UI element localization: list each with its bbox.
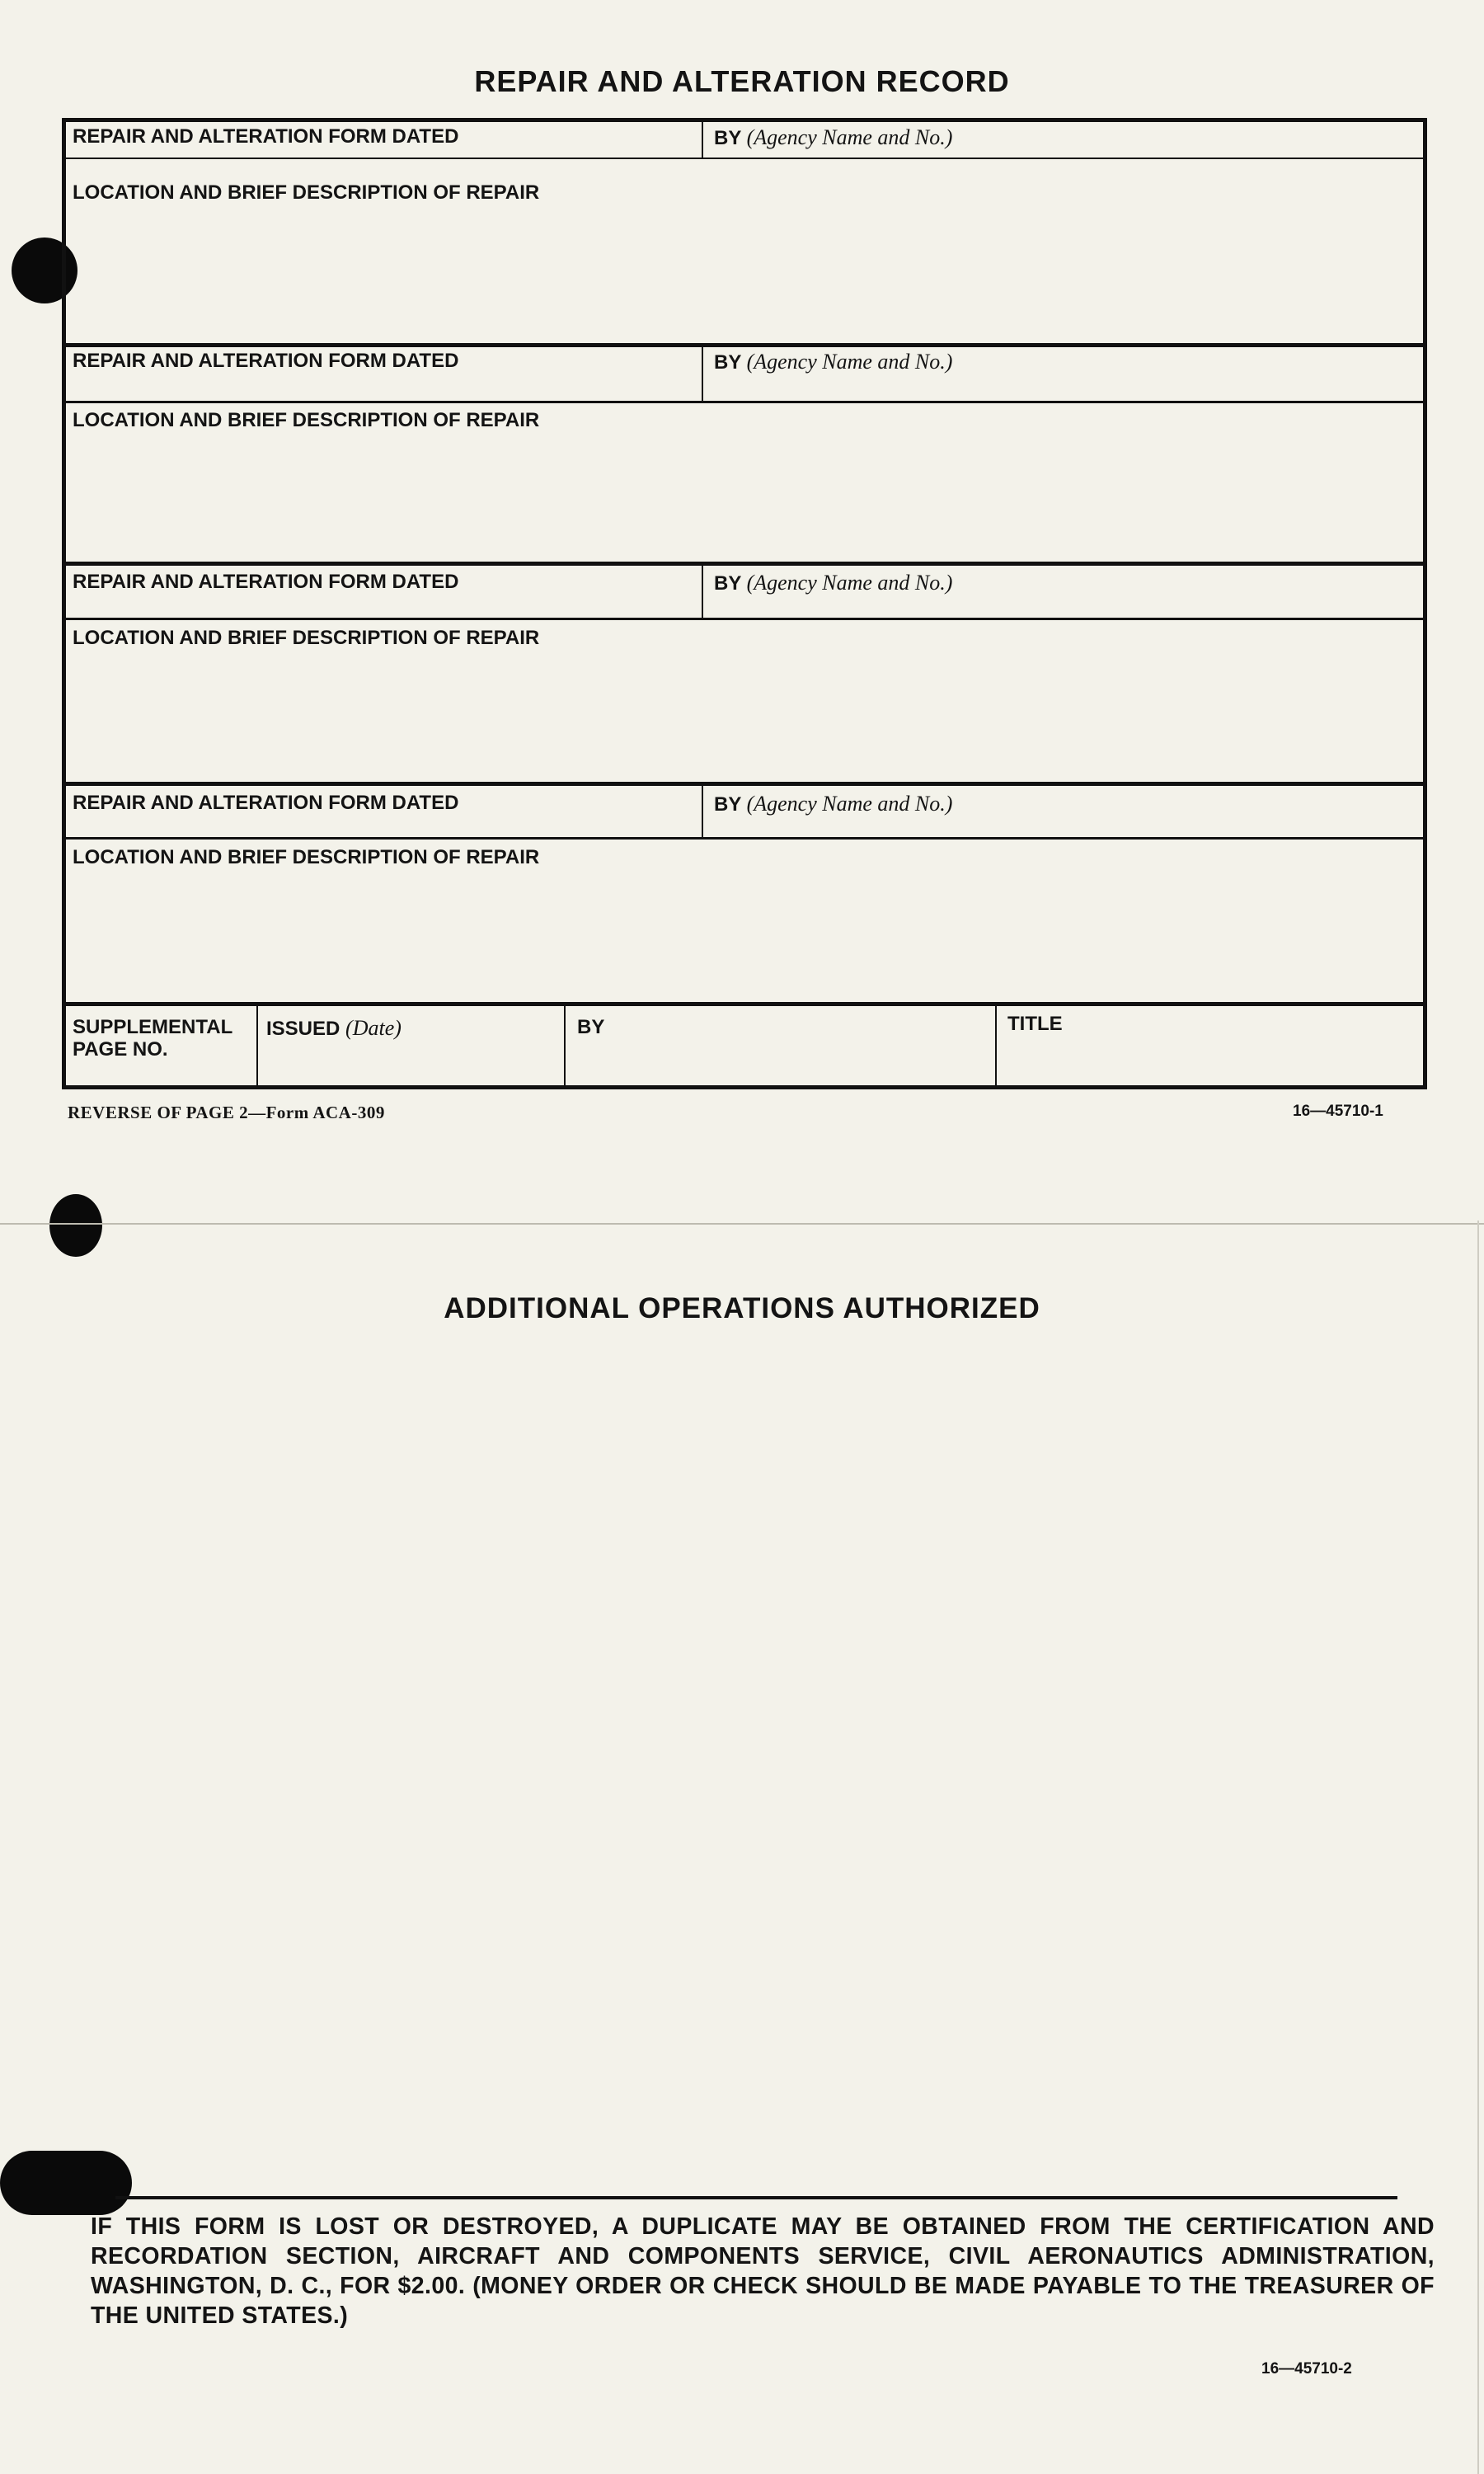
agency-hint: (Agency Name and No.) xyxy=(746,571,953,595)
column-divider xyxy=(702,782,703,837)
section-divider xyxy=(66,343,1423,347)
column-divider xyxy=(702,562,703,618)
row-divider xyxy=(66,158,1423,159)
reverse-page-form-label: REVERSE OF PAGE 2—Form ACA-309 xyxy=(68,1103,385,1122)
punch-hole-middle xyxy=(49,1194,102,1257)
section-divider xyxy=(66,782,1423,786)
supplemental-label-line1: SUPPLEMENTAL xyxy=(73,1016,233,1038)
agency-hint: (Agency Name and No.) xyxy=(746,350,953,374)
notice-divider xyxy=(115,2196,1397,2199)
page-fold-line xyxy=(0,1223,1484,1225)
location-description-label-1: LOCATION AND BRIEF DESCRIPTION OF REPAIR xyxy=(73,181,540,204)
column-divider xyxy=(995,1002,997,1089)
agency-hint: (Agency Name and No.) xyxy=(746,792,953,816)
issued-by-label: BY xyxy=(577,1016,605,1038)
by-label: BY xyxy=(714,351,741,374)
by-label: BY xyxy=(714,572,741,595)
page-edge-line xyxy=(1477,1221,1479,2474)
record-title: REPAIR AND ALTERATION RECORD xyxy=(474,64,1010,98)
location-description-label-3: LOCATION AND BRIEF DESCRIPTION OF REPAIR xyxy=(73,627,540,649)
location-description-label-2: LOCATION AND BRIEF DESCRIPTION OF REPAIR xyxy=(73,409,540,431)
form-dated-label-2: REPAIR AND ALTERATION FORM DATED xyxy=(73,350,459,372)
operations-title: ADDITIONAL OPERATIONS AUTHORIZED xyxy=(444,1292,1040,1324)
agency-hint: (Agency Name and No.) xyxy=(746,125,953,149)
agency-label-1 xyxy=(714,125,952,150)
punch-hole-bottom xyxy=(0,2151,132,2215)
row-divider xyxy=(66,618,1423,620)
column-divider xyxy=(702,343,703,401)
agency-label-3 xyxy=(714,571,952,595)
location-description-label-4: LOCATION AND BRIEF DESCRIPTION OF REPAIR xyxy=(73,846,540,868)
by-label: BY xyxy=(714,793,741,816)
form-dated-label-3: REPAIR AND ALTERATION FORM DATED xyxy=(73,571,459,593)
supplemental-page-label xyxy=(73,1016,232,1061)
form-dated-label-4: REPAIR AND ALTERATION FORM DATED xyxy=(73,792,459,814)
agency-label-2 xyxy=(714,350,952,374)
repair-record-table xyxy=(62,118,1427,1089)
title-label: TITLE xyxy=(1007,1013,1063,1035)
column-divider xyxy=(564,1002,566,1089)
issued-label: ISSUED xyxy=(266,1018,340,1040)
form-number-top: 16—45710-1 xyxy=(1293,1103,1383,1120)
column-divider xyxy=(702,122,703,158)
agency-label-4 xyxy=(714,792,952,816)
supplemental-label-line2: PAGE NO. xyxy=(73,1038,168,1061)
form-number-bottom: 16—45710-2 xyxy=(1261,2360,1352,2378)
issued-date-label xyxy=(266,1016,402,1041)
by-label: BY xyxy=(714,127,741,149)
form-dated-label-1: REPAIR AND ALTERATION FORM DATED xyxy=(73,125,459,148)
column-divider xyxy=(256,1002,258,1089)
issued-hint: (Date) xyxy=(345,1016,402,1040)
lost-form-notice: IF THIS FORM IS LOST OR DESTROYED, A DUPLICATE MAY BE OBTAINED FROM THE CERTIFICATION AND RECORDATION SECTION, AIRCRAFT AND COMPONENTS SERVICE, CIVIL AERONAUTICS ADMINISTRATION, WASHINGTON, D. C., FOR $2.00. (MONEY ORDER OR CHECK SHOULD BE MADE PAYABLE TO THE TREASURER OF THE UNITED STATES.) xyxy=(91,2213,1435,2329)
section-divider xyxy=(66,562,1423,566)
row-divider xyxy=(66,401,1423,403)
row-divider xyxy=(66,837,1423,840)
footer-row-divider xyxy=(66,1002,1423,1006)
